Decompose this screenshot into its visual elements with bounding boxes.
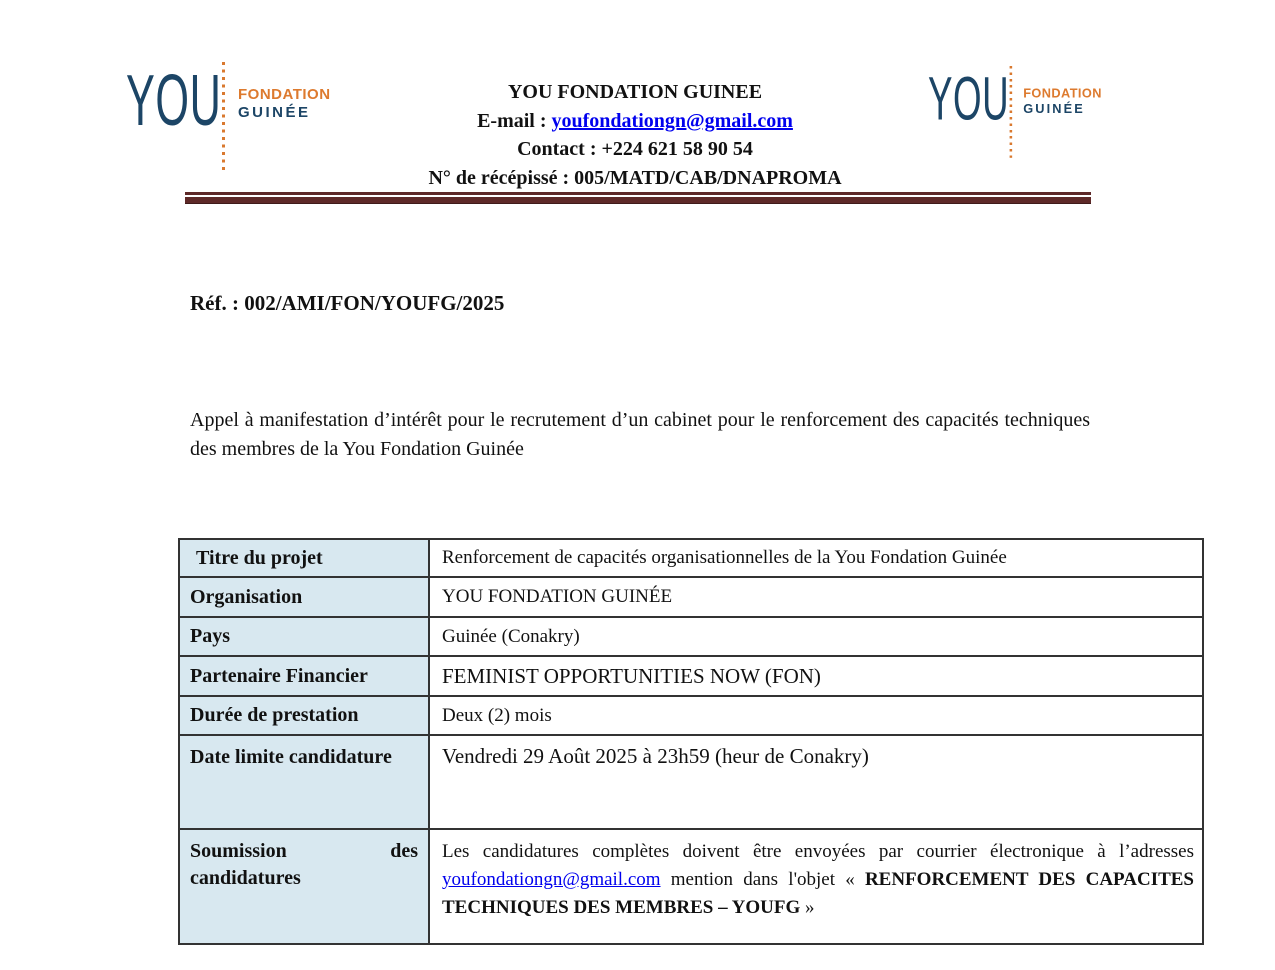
row-value: [429, 829, 1203, 944]
email-line: [235, 107, 1035, 136]
receipt-line: N° de récépissé : 005/MATD/CAB/DNAPROMA: [428, 166, 842, 189]
row-value: FEMINIST OPPORTUNITIES NOW (FON): [429, 656, 1203, 696]
subject-paragraph: Appel à manifestation d’intérêt pour le recrutement d’un cabinet pour le renforcement des capacités techniques des membres de la You Fondation Guinée: [190, 409, 1090, 460]
logo-caption-fondation: FONDATION: [238, 86, 331, 103]
submission-closing-quote: »: [800, 897, 815, 918]
row-value: Deux (2) mois: [429, 696, 1203, 735]
submission-subject-bold: RENFORCEMENT DES CAPACITES TECHNIQUES DES MEMBRES – YOUFG: [442, 869, 1194, 918]
submission-text-after-link: mention dans l'objet «: [660, 869, 865, 890]
row-label: Pays: [179, 617, 429, 656]
table-row-duree-de-prestation: [179, 696, 1203, 735]
row-label: Date limite candidature: [179, 735, 429, 829]
header-divider-thick-line: [185, 197, 1091, 204]
row-value: Renforcement de capacités organisationnelles de la You Fondation Guinée: [429, 539, 1203, 577]
table-row-date-limite: [179, 735, 1203, 829]
project-info-table: [178, 538, 1204, 945]
logo-caption-guinee: GUINÉE: [238, 104, 311, 121]
row-value: Vendredi 29 Août 2025 à 23h59 (heur de Conakry): [429, 735, 1203, 829]
table-row-organisation: [179, 577, 1203, 617]
row-label: Titre du projet: [179, 539, 429, 577]
email-link[interactable]: youfondationgn@gmail.com: [551, 109, 793, 132]
header-divider: [185, 192, 1091, 204]
row-label: Durée de prestation: [179, 696, 429, 735]
row-label: Soumission des candidatures: [179, 829, 429, 944]
table-row-pays: [179, 617, 1203, 656]
logo-caption-guinee: GUINÉE: [1023, 101, 1085, 117]
row-label: Partenaire Financier: [179, 656, 429, 696]
contact-line: Contact : +224 621 58 90 54: [517, 138, 753, 160]
table-row-soumission: [179, 829, 1203, 944]
logo-caption-fondation: FONDATION: [1023, 86, 1102, 101]
logo-wordmark: YOU: [126, 61, 222, 141]
letterhead: [235, 65, 1035, 192]
logo-dotted-divider: [222, 62, 225, 170]
submission-email-link[interactable]: youfondationgn@gmail.com: [442, 869, 661, 890]
table-row-titre-du-projet: [179, 539, 1203, 577]
table-row-partenaire-financier: [179, 656, 1203, 696]
submission-text-before-link: Les candidatures complètes doivent être envoyées par courrier électronique à l’adresses: [442, 841, 1194, 862]
row-label: Organisation: [179, 577, 429, 617]
org-name: YOU FONDATION GUINEE: [507, 81, 763, 103]
logo-wordmark: YOU: [928, 65, 1010, 134]
reference-number: Réf. : 002/AMI/FON/YOUFG/2025: [190, 291, 505, 315]
row-value: YOU FONDATION GUINÉE: [429, 577, 1203, 617]
email-label: E-mail :: [477, 109, 552, 132]
row-value: Guinée (Conakry): [429, 617, 1203, 656]
